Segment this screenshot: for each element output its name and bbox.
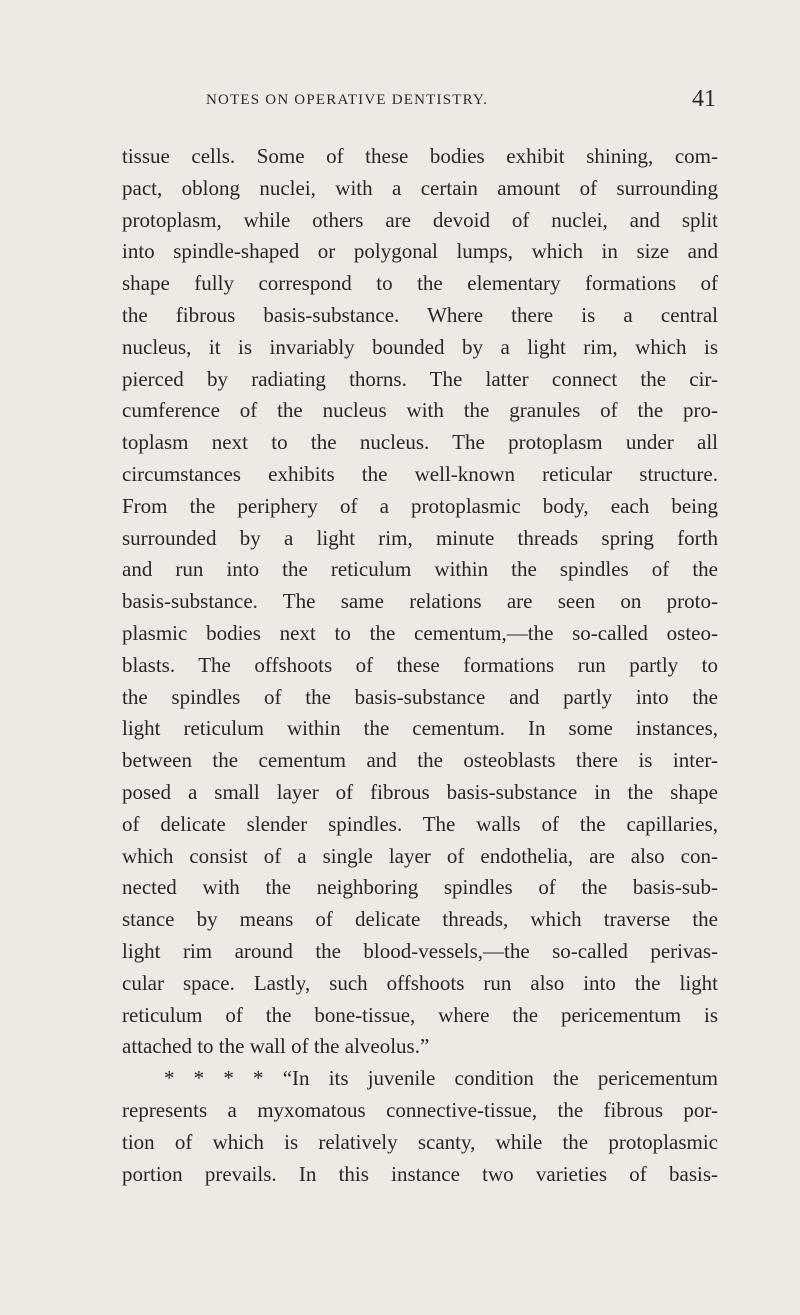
text-line: light rim around the blood-vessels,—the so-called perivas- <box>122 938 718 963</box>
text-line: protoplasm, while others are devoid of nuclei, and split <box>122 207 718 232</box>
text-line: portion prevails. In this instance two varieties of basis- <box>122 1161 718 1186</box>
text-line: cular space. Lastly, such offshoots run also into the light <box>122 970 718 995</box>
text-line: basis-substance. The same relations are seen on proto- <box>122 589 718 614</box>
running-head <box>206 86 716 116</box>
text-line: the spindles of the basis-substance and partly into the <box>122 684 718 709</box>
text-line: surrounded by a light rim, minute threads spring forth <box>122 525 718 550</box>
text-line: * * * * “In its juvenile condition the pericementum <box>164 1066 718 1091</box>
text-line: cumference of the nucleus with the granules of the pro- <box>122 398 718 423</box>
text-line: From the periphery of a protoplasmic body, each being <box>122 493 718 518</box>
text-line: attached to the wall of the alveolus.” <box>122 1034 430 1059</box>
text-line: between the cementum and the osteoblasts there is inter- <box>122 748 718 773</box>
text-line: the fibrous basis-substance. Where there is a central <box>122 302 718 327</box>
text-line: and run into the reticulum within the spindles of the <box>122 557 718 582</box>
text-line: toplasm next to the nucleus. The protoplasm under all <box>122 430 718 455</box>
text-line: pact, oblong nuclei, with a certain amount of surrounding <box>122 175 718 200</box>
text-line: into spindle-shaped or polygonal lumps, which in size and <box>122 239 718 264</box>
body-text <box>122 141 718 1190</box>
text-line: of delicate slender spindles. The walls of the capillaries, <box>122 811 718 836</box>
text-line: tion of which is relatively scanty, while the protoplasmic <box>122 1129 718 1154</box>
text-line: pierced by radiating thorns. The latter connect the cir- <box>122 366 718 391</box>
page-number: 41 <box>692 86 716 112</box>
running-title: NOTES ON OPERATIVE DENTISTRY. <box>206 92 489 108</box>
text-line: plasmic bodies next to the cementum,—the so-called osteo- <box>122 620 718 645</box>
text-line: nected with the neighboring spindles of the basis-sub- <box>122 875 718 900</box>
text-line: represents a myxomatous connective-tissue, the fibrous por- <box>122 1097 718 1122</box>
text-line: blasts. The offshoots of these formations run partly to <box>122 652 718 677</box>
text-line: reticulum of the bone-tissue, where the pericementum is <box>122 1002 718 1027</box>
text-line: light reticulum within the cementum. In some instances, <box>122 716 718 741</box>
text-line: tissue cells. Some of these bodies exhibit shining, com- <box>122 144 718 168</box>
text-line: shape fully correspond to the elementary formations of <box>122 271 718 296</box>
text-line: nucleus, it is invariably bounded by a light rim, which is <box>122 334 718 359</box>
text-line: which consist of a single layer of endothelia, are also con- <box>122 843 718 868</box>
text-line: stance by means of delicate threads, which traverse the <box>122 907 718 932</box>
text-line: circumstances exhibits the well-known reticular structure. <box>122 461 718 486</box>
text-line: posed a small layer of fibrous basis-substance in the shape <box>122 779 718 804</box>
